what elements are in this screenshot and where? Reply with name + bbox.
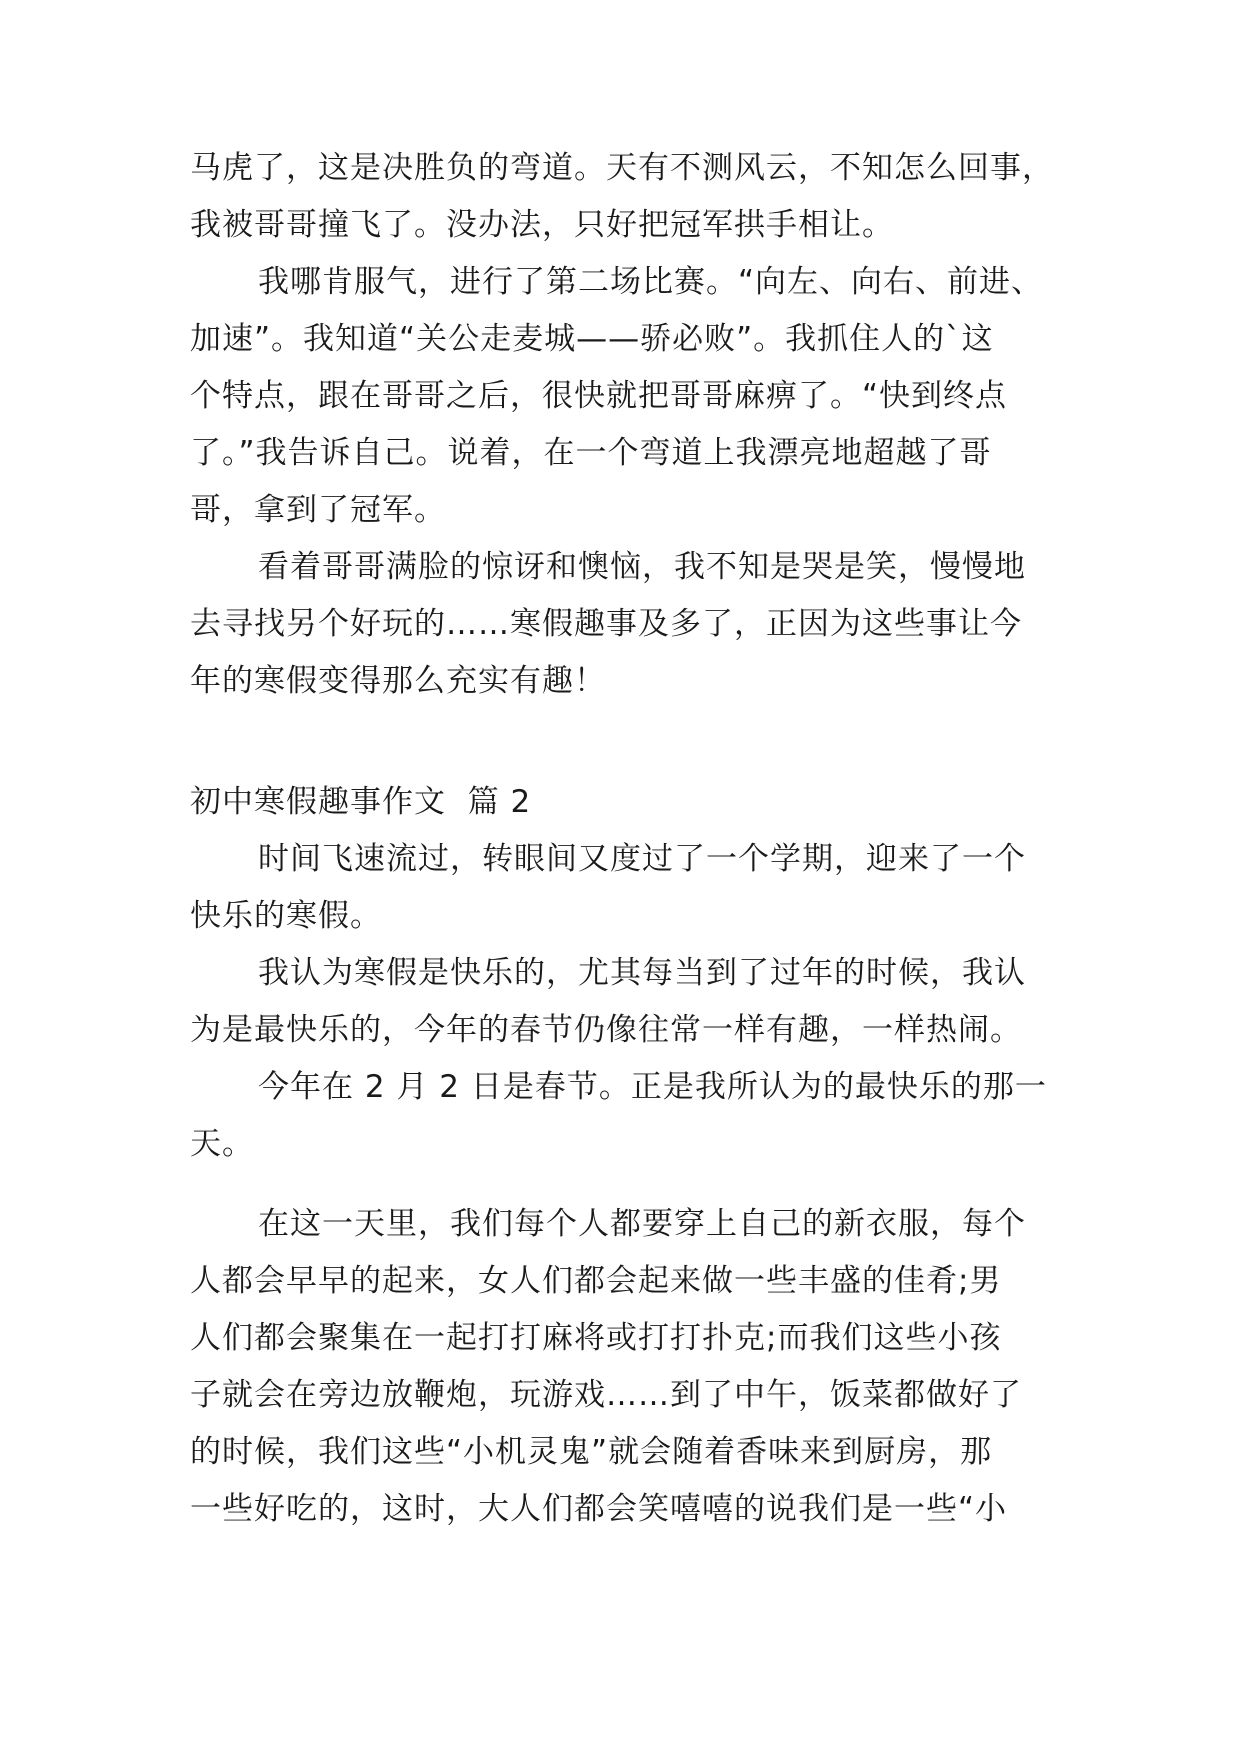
text-line: 为是最快乐的，今年的春节仍像往常一样有趣，一样热闹。 — [190, 1012, 1022, 1048]
text-line: 年的寒假变得那么充实有趣！ — [190, 663, 606, 699]
paragraph-start-line: 今年在 2 月 2 日是春节。正是我所认为的最快乐的那一 — [258, 1069, 1047, 1105]
section-heading: 初中寒假趣事作文 篇 2 — [190, 784, 532, 820]
text-line: 人们都会聚集在一起打打麻将或打打扑克;而我们这些小孩 — [190, 1320, 1002, 1356]
text-line: 加速”。我知道“关公走麦城——骄必败”。我抓住人的`这 — [190, 321, 994, 357]
text-line: 去寻找另个好玩的……寒假趣事及多了，正因为这些事让今 — [190, 606, 1022, 642]
text-line: 了。”我告诉自己。说着，在一个弯道上我漂亮地超越了哥 — [190, 435, 992, 471]
text-line: 天。 — [190, 1126, 254, 1162]
paragraph-start-line: 时间飞速流过，转眼间又度过了一个学期，迎来了一个 — [258, 841, 1026, 877]
paragraph-start-line: 看着哥哥满脸的惊讶和懊恼，我不知是哭是笑，慢慢地 — [258, 549, 1026, 585]
text-line: 的时候，我们这些“小机灵鬼”就会随着香味来到厨房，那 — [190, 1434, 993, 1470]
text-line: 马虎了，这是决胜负的弯道。天有不测风云，不知怎么回事， — [190, 150, 1054, 186]
text-line: 我被哥哥撞飞了。没办法，只好把冠军拱手相让。 — [190, 207, 894, 243]
text-line: 个特点，跟在哥哥之后，很快就把哥哥麻痹了。“快到终点 — [190, 378, 1008, 414]
text-line: 快乐的寒假。 — [190, 898, 382, 934]
paragraph-start-line: 我认为寒假是快乐的，尤其每当到了过年的时候，我认 — [258, 955, 1026, 991]
text-line: 一些好吃的，这时，大人们都会笑嘻嘻的说我们是一些“小 — [190, 1491, 1008, 1527]
paragraph-start-line: 我哪肯服气，进行了第二场比赛。“向左、向右、前进、 — [258, 264, 1044, 300]
text-line: 子就会在旁边放鞭炮，玩游戏……到了中午，饭菜都做好了 — [190, 1377, 1022, 1413]
paragraph-start-line: 在这一天里，我们每个人都要穿上自己的新衣服，每个 — [258, 1206, 1026, 1242]
text-line: 哥，拿到了冠军。 — [190, 492, 446, 528]
text-line: 人都会早早的起来，女人们都会起来做一些丰盛的佳肴;男 — [190, 1263, 1002, 1299]
